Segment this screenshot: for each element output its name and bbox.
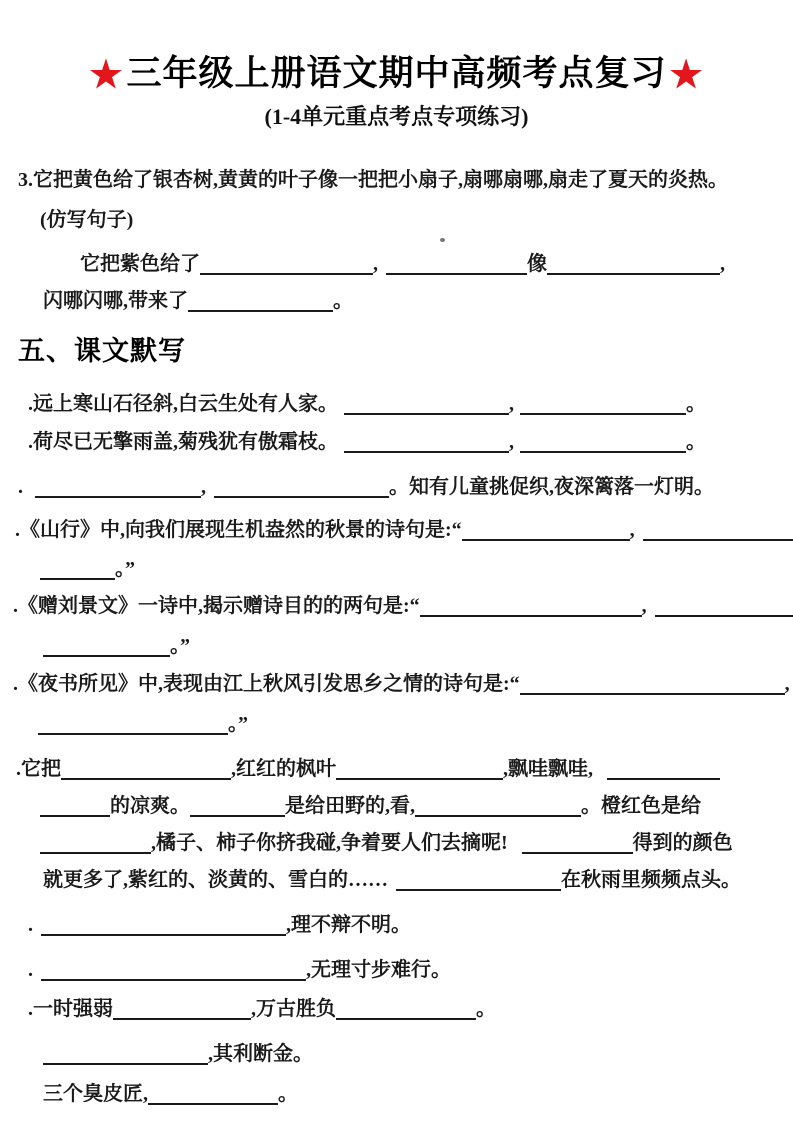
item-text: ,其利断金。 bbox=[208, 1043, 313, 1065]
item-text: , bbox=[641, 595, 647, 617]
answer-blank bbox=[113, 998, 251, 1020]
dictation-item-1 bbox=[28, 390, 706, 418]
item-text: 的凉爽。 bbox=[110, 795, 190, 817]
dictation-item-7-line-1 bbox=[16, 755, 720, 783]
answer-blank bbox=[607, 758, 720, 780]
star-icon: ★ bbox=[669, 55, 704, 96]
answer-blank bbox=[61, 758, 231, 780]
item-text: 。 bbox=[686, 431, 706, 453]
answer-blank bbox=[396, 869, 561, 891]
dictation-item-3 bbox=[18, 473, 714, 501]
question3-stem-text: 3.它把黄色给了银杏树,黄黄的叶子像一把把小扇子,扇哪扇哪,扇走了夏天的炎热。 bbox=[18, 169, 728, 191]
item-text: 。” bbox=[228, 713, 248, 735]
page-title bbox=[0, 50, 793, 100]
answer-blank bbox=[43, 1043, 208, 1065]
dictation-item-7-line-2 bbox=[40, 792, 701, 820]
item-text: , bbox=[784, 673, 790, 695]
answer-blank bbox=[41, 959, 306, 981]
question3-fill-line-2 bbox=[43, 287, 353, 315]
answer-blank bbox=[520, 673, 785, 695]
dictation-item-5-line-2 bbox=[43, 632, 190, 660]
fill-text: 它把紫色给了 bbox=[80, 253, 200, 275]
answer-blank bbox=[214, 476, 389, 498]
answer-blank bbox=[40, 558, 115, 580]
dictation-item-6-line-2 bbox=[38, 710, 248, 738]
answer-blank bbox=[200, 253, 373, 275]
answer-blank bbox=[522, 832, 633, 854]
item-text: 。知有儿童挑促织,夜深篱落一灯明。 bbox=[389, 476, 714, 498]
item-text: .它把 bbox=[16, 758, 61, 780]
item-text: 就更多了,紫红的、淡黄的、雪白的…… bbox=[43, 869, 388, 891]
answer-blank bbox=[520, 431, 686, 453]
item-text: .《山行》中,向我们展现生机盎然的秋景的诗句是:“ bbox=[15, 519, 462, 541]
dictation-item-4-line-2 bbox=[40, 555, 135, 583]
item-text: 。 bbox=[476, 998, 496, 1020]
fill-text: 闪哪闪哪,带来了 bbox=[43, 290, 188, 312]
answer-blank bbox=[188, 290, 333, 312]
question3-note bbox=[40, 206, 133, 234]
item-text: 。橙红色是给 bbox=[581, 795, 701, 817]
dictation-item-10 bbox=[28, 995, 496, 1023]
answer-blank bbox=[43, 635, 170, 657]
item-text: , bbox=[509, 431, 514, 453]
dictation-item-4-line-1 bbox=[15, 516, 793, 544]
item-text: ,无理寸步难行。 bbox=[306, 959, 451, 981]
fill-text: 像 bbox=[527, 253, 547, 275]
answer-blank bbox=[344, 431, 509, 453]
item-text: 。” bbox=[170, 635, 190, 657]
item-text: 在秋雨里频频点头。 bbox=[561, 869, 741, 891]
item-text: .远上寒山石径斜,白云生处有人家。 bbox=[28, 393, 338, 415]
item-text: 得到的颜色 bbox=[632, 832, 733, 854]
item-text: .《夜书所见》中,表现由江上秋风引发思乡之情的诗句是:“ bbox=[13, 673, 520, 695]
dictation-item-9 bbox=[28, 956, 451, 984]
dictation-item-7-line-3 bbox=[40, 829, 733, 857]
answer-blank bbox=[190, 795, 285, 817]
answer-blank bbox=[420, 595, 642, 617]
answer-blank bbox=[40, 795, 110, 817]
section5-heading-text: 五、课文默写 bbox=[18, 336, 186, 366]
answer-blank bbox=[386, 253, 527, 275]
item-text: . bbox=[18, 476, 23, 498]
dictation-item-2 bbox=[28, 428, 706, 456]
dictation-item-12 bbox=[43, 1080, 298, 1108]
item-text: 。 bbox=[278, 1083, 298, 1105]
item-text: 是给田野的,看, bbox=[285, 795, 415, 817]
dictation-item-8 bbox=[28, 911, 411, 939]
dictation-item-6-line-1 bbox=[13, 670, 790, 698]
answer-blank bbox=[35, 476, 201, 498]
item-text: ,飘哇飘哇, bbox=[503, 758, 593, 780]
fill-text: , bbox=[373, 253, 378, 275]
answer-blank bbox=[344, 393, 509, 415]
answer-blank bbox=[462, 519, 630, 541]
answer-blank bbox=[643, 519, 793, 541]
answer-blank bbox=[547, 253, 720, 275]
question3-note-text: (仿写句子) bbox=[40, 209, 134, 231]
item-text: , bbox=[509, 393, 514, 415]
fill-text: , bbox=[720, 253, 725, 275]
dictation-item-5-line-1 bbox=[13, 592, 793, 620]
answer-blank bbox=[148, 1083, 278, 1105]
answer-blank bbox=[336, 758, 503, 780]
item-text: ,万古胜负 bbox=[251, 998, 336, 1020]
answer-blank bbox=[40, 832, 151, 854]
question3-fill-line-1 bbox=[80, 250, 725, 278]
answer-blank bbox=[38, 713, 228, 735]
question3-stem bbox=[18, 166, 728, 194]
item-text: 。” bbox=[115, 558, 135, 580]
item-text: 三个臭皮匠, bbox=[43, 1083, 148, 1105]
answer-blank bbox=[41, 914, 286, 936]
answer-blank bbox=[415, 795, 581, 817]
answer-blank bbox=[655, 595, 793, 617]
item-text: . bbox=[28, 914, 33, 936]
item-text: , bbox=[201, 476, 206, 498]
answer-blank bbox=[336, 998, 476, 1020]
item-text: . bbox=[28, 959, 33, 981]
answer-blank bbox=[520, 393, 686, 415]
page-subtitle: (1-4单元重点考点专项练习) bbox=[264, 104, 529, 129]
dictation-item-7-line-4 bbox=[43, 866, 741, 894]
item-text: , bbox=[629, 519, 635, 541]
section5-heading bbox=[18, 334, 186, 368]
star-icon: ★ bbox=[89, 55, 124, 96]
fill-text: 。 bbox=[333, 290, 353, 312]
scan-artifact-dot bbox=[440, 238, 445, 242]
item-text: ,红红的枫叶 bbox=[231, 758, 336, 780]
item-text: 。 bbox=[686, 393, 706, 415]
item-text: .《赠刘景文》一诗中,揭示赠诗目的的两句是:“ bbox=[13, 595, 420, 617]
title-text: 三年级上册语文期中高频考点复习 bbox=[126, 54, 667, 93]
item-text: ,理不辩不明。 bbox=[286, 914, 411, 936]
item-text: ,橘子、柿子你挤我碰,争着要人们去摘呢! bbox=[151, 832, 508, 854]
dictation-item-11 bbox=[43, 1040, 313, 1068]
item-text: .荷尽已无擎雨盖,菊残犹有傲霜枝。 bbox=[28, 431, 338, 453]
item-text: .一时强弱 bbox=[28, 998, 113, 1020]
